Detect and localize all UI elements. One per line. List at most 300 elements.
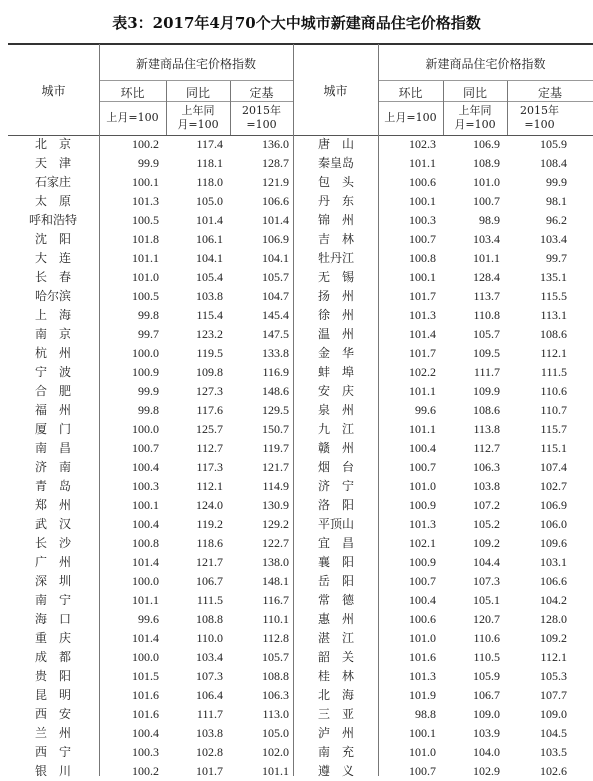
city-name-right: 洛 阳 <box>317 498 354 512</box>
mom-value-right: 100.1 <box>409 194 436 208</box>
header-yoy-sub-1: 上年同 <box>181 104 215 117</box>
base-value-left: 119.7 <box>262 441 289 455</box>
yoy-value-left: 101.7 <box>196 764 223 778</box>
mom-value-left: 101.1 <box>132 593 159 607</box>
city-name-right: 泸 州 <box>317 726 354 740</box>
mom-value-right: 101.3 <box>409 669 436 683</box>
table-row <box>0 705 593 724</box>
mom-value-right: 100.7 <box>409 232 436 246</box>
city-name-right: 泉 州 <box>317 403 354 417</box>
mom-value-left: 101.3 <box>132 194 159 208</box>
base-value-right: 96.2 <box>546 213 567 227</box>
city-name-right: 赣 州 <box>317 441 354 455</box>
header-mom: 环比 <box>120 86 145 100</box>
mom-value-right: 101.0 <box>409 745 436 759</box>
base-value-left: 106.9 <box>262 232 289 246</box>
city-name-right: 唐 山 <box>317 137 354 151</box>
base-value-left: 105.7 <box>262 650 289 664</box>
city-name-left: 南 昌 <box>34 441 71 455</box>
yoy-value-left: 103.8 <box>196 726 223 740</box>
base-value-right: 108.6 <box>540 327 567 341</box>
city-name-right: 襄 阳 <box>317 555 354 569</box>
mom-value-left: 100.4 <box>132 460 159 474</box>
city-name-left: 济 南 <box>34 460 71 474</box>
mom-value-left: 100.4 <box>132 517 159 531</box>
yoy-value-right: 120.7 <box>473 612 500 626</box>
base-value-right: 109.2 <box>540 631 567 645</box>
city-name-left: 西 安 <box>34 707 71 721</box>
base-value-left: 148.6 <box>262 384 289 398</box>
base-value-left: 145.4 <box>262 308 289 322</box>
table-row <box>0 192 593 211</box>
mom-value-right: 101.9 <box>409 688 436 702</box>
city-name-right: 包 头 <box>317 175 354 189</box>
city-name-left: 南 宁 <box>34 593 71 607</box>
mom-value-left: 99.9 <box>138 384 159 398</box>
base-value-right: 106.0 <box>540 517 567 531</box>
city-name-left: 宁 波 <box>34 365 71 379</box>
city-name-left: 郑 州 <box>34 498 71 512</box>
header-city: 城市 <box>41 84 66 98</box>
table-row <box>0 154 593 173</box>
mom-value-right: 101.1 <box>409 156 436 170</box>
yoy-value-left: 127.3 <box>196 384 223 398</box>
mom-value-right: 101.1 <box>409 422 436 436</box>
table-row <box>0 724 593 743</box>
base-value-right: 115.7 <box>540 422 567 436</box>
city-name-right: 扬 州 <box>317 289 354 303</box>
city-name-left: 太 原 <box>34 194 71 208</box>
city-name-left: 大 连 <box>34 251 71 265</box>
yoy-value-right: 111.7 <box>473 365 500 379</box>
base-value-left: 150.7 <box>262 422 289 436</box>
header-yoy-sub-2: 月=100 <box>454 118 496 131</box>
city-name-right: 宜 昌 <box>317 536 354 550</box>
mom-value-right: 102.3 <box>409 137 436 151</box>
yoy-value-left: 117.3 <box>196 460 223 474</box>
mom-value-right: 102.1 <box>409 536 436 550</box>
base-value-right: 99.7 <box>546 251 567 265</box>
yoy-value-right: 102.9 <box>473 764 500 778</box>
header-mom-sub: 上月=100 <box>384 111 437 124</box>
header-divider-right-group <box>378 80 593 81</box>
city-name-right: 温 州 <box>317 327 354 341</box>
table-row <box>0 401 593 420</box>
yoy-value-left: 125.7 <box>196 422 223 436</box>
yoy-value-right: 107.3 <box>473 574 500 588</box>
header-base: 定基 <box>249 86 274 100</box>
yoy-value-left: 118.0 <box>196 175 223 189</box>
mom-value-left: 100.0 <box>132 346 159 360</box>
yoy-value-left: 123.2 <box>196 327 223 341</box>
header-divider-right-sub <box>378 101 593 102</box>
city-name-right: 秦皇岛 <box>317 156 354 170</box>
base-value-right: 112.1 <box>540 346 567 360</box>
city-name-left: 呼和浩特 <box>28 213 77 227</box>
table-top-rule <box>8 43 593 45</box>
mom-value-right: 101.7 <box>409 289 436 303</box>
base-value-left: 121.9 <box>262 175 289 189</box>
base-value-left: 128.7 <box>262 156 289 170</box>
base-value-right: 110.6 <box>540 384 567 398</box>
header-divider-left-group <box>99 80 293 81</box>
header-base-sub-1: 2015年 <box>520 104 559 117</box>
base-value-right: 108.4 <box>540 156 567 170</box>
city-name-left: 合 肥 <box>34 384 71 398</box>
header-base-sub-1: 2015年 <box>242 104 281 117</box>
base-value-left: 110.1 <box>262 612 289 626</box>
yoy-value-right: 106.9 <box>473 137 500 151</box>
city-name-right: 南 充 <box>317 745 354 759</box>
yoy-value-right: 98.9 <box>479 213 500 227</box>
header-mom-sub: 上月=100 <box>106 111 159 124</box>
city-name-left: 广 州 <box>34 555 71 569</box>
mom-value-left: 100.7 <box>132 441 159 455</box>
table-row <box>0 230 593 249</box>
yoy-value-left: 124.0 <box>196 498 223 512</box>
city-name-right: 常 德 <box>317 593 354 607</box>
mom-value-left: 100.4 <box>132 726 159 740</box>
yoy-value-left: 107.3 <box>196 669 223 683</box>
header-divider-left-sub <box>99 101 293 102</box>
city-name-left: 武 汉 <box>34 517 71 531</box>
city-name-left: 重 庆 <box>34 631 71 645</box>
table-row <box>0 534 593 553</box>
table-row <box>0 382 593 401</box>
table-row <box>0 173 593 192</box>
mom-value-left: 100.5 <box>132 289 159 303</box>
table-row <box>0 515 593 534</box>
base-value-left: 105.7 <box>262 270 289 284</box>
mom-value-left: 100.1 <box>132 498 159 512</box>
mom-value-right: 100.1 <box>409 270 436 284</box>
header-yoy: 同比 <box>462 86 487 100</box>
table-row <box>0 667 593 686</box>
city-name-right: 济 宁 <box>317 479 354 493</box>
base-value-left: 147.5 <box>262 327 289 341</box>
yoy-value-left: 117.4 <box>196 137 223 151</box>
table-row <box>0 686 593 705</box>
yoy-value-left: 111.7 <box>196 707 223 721</box>
city-name-right: 三 亚 <box>317 707 354 721</box>
mom-value-left: 99.8 <box>138 308 159 322</box>
base-value-right: 102.6 <box>540 764 567 778</box>
yoy-value-right: 106.3 <box>473 460 500 474</box>
city-name-left: 沈 阳 <box>34 232 71 246</box>
city-name-left: 海 口 <box>34 612 71 626</box>
city-name-right: 丹 东 <box>317 194 354 208</box>
yoy-value-left: 101.4 <box>196 213 223 227</box>
mom-value-left: 100.0 <box>132 650 159 664</box>
city-name-right: 牡丹江 <box>317 251 354 265</box>
table-row <box>0 268 593 287</box>
yoy-value-left: 115.4 <box>196 308 223 322</box>
table-row <box>0 287 593 306</box>
yoy-value-left: 117.6 <box>196 403 223 417</box>
mom-value-right: 101.1 <box>409 384 436 398</box>
base-value-right: 107.4 <box>540 460 567 474</box>
base-value-right: 105.9 <box>540 137 567 151</box>
mom-value-right: 100.9 <box>409 555 436 569</box>
mom-value-left: 100.3 <box>132 745 159 759</box>
header-yoy-sub-2: 月=100 <box>177 118 219 131</box>
table-row <box>0 135 593 154</box>
yoy-value-right: 100.7 <box>473 194 500 208</box>
table-row <box>0 439 593 458</box>
header-base-sub-2: =100 <box>246 118 277 131</box>
mom-value-right: 100.6 <box>409 612 436 626</box>
mom-value-left: 101.0 <box>132 270 159 284</box>
mom-value-left: 99.9 <box>138 156 159 170</box>
table-row <box>0 458 593 477</box>
base-value-right: 109.0 <box>540 707 567 721</box>
city-name-left: 贵 阳 <box>34 669 71 683</box>
yoy-value-right: 110.6 <box>473 631 500 645</box>
mom-value-left: 100.9 <box>132 365 159 379</box>
mom-value-right: 101.3 <box>409 517 436 531</box>
table-row <box>0 249 593 268</box>
mom-value-right: 100.4 <box>409 593 436 607</box>
base-value-left: 105.0 <box>262 726 289 740</box>
base-value-left: 129.2 <box>262 517 289 531</box>
city-name-right: 烟 台 <box>317 460 354 474</box>
yoy-value-right: 103.4 <box>473 232 500 246</box>
mom-value-right: 100.6 <box>409 175 436 189</box>
yoy-value-left: 118.6 <box>196 536 223 550</box>
yoy-value-right: 104.0 <box>473 745 500 759</box>
base-value-left: 113.0 <box>262 707 289 721</box>
base-value-right: 110.7 <box>540 403 567 417</box>
base-value-right: 104.5 <box>540 726 567 740</box>
yoy-value-right: 108.9 <box>473 156 500 170</box>
mom-value-left: 100.5 <box>132 213 159 227</box>
base-value-left: 104.7 <box>262 289 289 303</box>
yoy-value-left: 103.4 <box>196 650 223 664</box>
mom-value-right: 98.8 <box>415 707 436 721</box>
city-name-left: 杭 州 <box>34 346 71 360</box>
base-value-right: 128.0 <box>540 612 567 626</box>
yoy-value-left: 104.1 <box>196 251 223 265</box>
base-value-right: 135.1 <box>540 270 567 284</box>
base-value-left: 122.7 <box>262 536 289 550</box>
yoy-value-right: 109.9 <box>473 384 500 398</box>
header-yoy: 同比 <box>185 86 210 100</box>
table-row <box>0 648 593 667</box>
base-value-right: 103.4 <box>540 232 567 246</box>
yoy-value-right: 113.7 <box>473 289 500 303</box>
yoy-value-left: 118.1 <box>196 156 223 170</box>
yoy-value-right: 107.2 <box>473 498 500 512</box>
yoy-value-right: 128.4 <box>473 270 500 284</box>
mom-value-left: 101.4 <box>132 555 159 569</box>
city-name-left: 昆 明 <box>34 688 71 702</box>
base-value-right: 112.1 <box>540 650 567 664</box>
mom-value-left: 100.0 <box>132 422 159 436</box>
city-name-left: 哈尔滨 <box>34 289 71 303</box>
city-name-right: 无 锡 <box>317 270 354 284</box>
base-value-right: 115.5 <box>540 289 567 303</box>
table-row <box>0 743 593 762</box>
table-row <box>0 496 593 515</box>
mom-value-right: 100.3 <box>409 213 436 227</box>
mom-value-right: 101.4 <box>409 327 436 341</box>
base-value-left: 133.8 <box>262 346 289 360</box>
yoy-value-right: 112.7 <box>473 441 500 455</box>
city-name-left: 南 京 <box>34 327 71 341</box>
yoy-value-right: 105.2 <box>473 517 500 531</box>
header-mom: 环比 <box>398 86 423 100</box>
base-value-left: 102.0 <box>262 745 289 759</box>
city-name-right: 遵 义 <box>317 764 354 778</box>
base-value-right: 115.1 <box>540 441 567 455</box>
table-row <box>0 306 593 325</box>
mom-value-left: 99.8 <box>138 403 159 417</box>
city-name-left: 上 海 <box>34 308 71 322</box>
base-value-left: 136.0 <box>262 137 289 151</box>
city-name-left: 长 春 <box>34 270 71 284</box>
city-name-left: 深 圳 <box>34 574 71 588</box>
yoy-value-left: 109.8 <box>196 365 223 379</box>
mom-value-left: 101.8 <box>132 232 159 246</box>
base-value-right: 104.2 <box>540 593 567 607</box>
city-name-left: 厦 门 <box>34 422 71 436</box>
city-name-left: 西 宁 <box>34 745 71 759</box>
mom-value-right: 99.6 <box>415 403 436 417</box>
table-row <box>0 591 593 610</box>
mom-value-left: 100.8 <box>132 536 159 550</box>
yoy-value-right: 110.5 <box>473 650 500 664</box>
table-row <box>0 629 593 648</box>
mom-value-right: 100.8 <box>409 251 436 265</box>
mom-value-right: 102.2 <box>409 365 436 379</box>
base-value-right: 103.1 <box>540 555 567 569</box>
table-title: 表3：2017年4月70个大中城市新建商品住宅价格指数 <box>112 14 481 32</box>
yoy-value-left: 111.5 <box>196 593 223 607</box>
mom-value-left: 101.6 <box>132 688 159 702</box>
mom-value-left: 99.7 <box>138 327 159 341</box>
city-name-left: 福 州 <box>34 403 71 417</box>
table-row <box>0 553 593 572</box>
base-value-right: 109.6 <box>540 536 567 550</box>
yoy-value-left: 105.0 <box>196 194 223 208</box>
yoy-value-right: 110.8 <box>473 308 500 322</box>
base-value-left: 108.8 <box>262 669 289 683</box>
header-base-sub-2: =100 <box>524 118 555 131</box>
base-value-left: 148.1 <box>262 574 289 588</box>
yoy-value-left: 105.4 <box>196 270 223 284</box>
base-value-left: 116.7 <box>262 593 289 607</box>
base-value-left: 130.9 <box>262 498 289 512</box>
base-value-right: 106.6 <box>540 574 567 588</box>
base-value-right: 105.3 <box>540 669 567 683</box>
city-name-left: 成 都 <box>34 650 71 664</box>
base-value-left: 121.7 <box>262 460 289 474</box>
base-value-left: 104.1 <box>262 251 289 265</box>
yoy-value-left: 102.8 <box>196 745 223 759</box>
yoy-value-right: 108.6 <box>473 403 500 417</box>
yoy-value-left: 106.4 <box>196 688 223 702</box>
city-name-right: 金 华 <box>317 346 354 360</box>
base-value-right: 113.1 <box>540 308 567 322</box>
mom-value-right: 100.7 <box>409 574 436 588</box>
yoy-value-left: 119.2 <box>196 517 223 531</box>
city-name-right: 锦 州 <box>317 213 354 227</box>
yoy-value-right: 101.0 <box>473 175 500 189</box>
city-name-right: 徐 州 <box>317 308 354 322</box>
header-index-group: 新建商品住宅价格指数 <box>135 57 256 71</box>
city-name-right: 安 庆 <box>317 384 354 398</box>
header-index-group: 新建商品住宅价格指数 <box>425 57 546 71</box>
mom-value-right: 101.0 <box>409 631 436 645</box>
base-value-right: 103.5 <box>540 745 567 759</box>
base-value-left: 114.9 <box>262 479 289 493</box>
table-row <box>0 363 593 382</box>
city-name-left: 长 沙 <box>34 536 71 550</box>
base-value-right: 111.5 <box>540 365 567 379</box>
mom-value-right: 101.3 <box>409 308 436 322</box>
yoy-value-right: 105.9 <box>473 669 500 683</box>
city-name-right: 韶 关 <box>317 650 354 664</box>
mom-value-right: 100.4 <box>409 441 436 455</box>
table-row <box>0 762 593 781</box>
yoy-value-left: 108.8 <box>196 612 223 626</box>
yoy-value-left: 106.1 <box>196 232 223 246</box>
base-value-left: 138.0 <box>262 555 289 569</box>
base-value-left: 106.3 <box>262 688 289 702</box>
base-value-right: 102.7 <box>540 479 567 493</box>
table-row <box>0 572 593 591</box>
yoy-value-left: 121.7 <box>196 555 223 569</box>
header-base: 定基 <box>537 86 562 100</box>
yoy-value-right: 109.0 <box>473 707 500 721</box>
table-row <box>0 211 593 230</box>
yoy-value-left: 106.7 <box>196 574 223 588</box>
yoy-value-right: 103.9 <box>473 726 500 740</box>
city-name-right: 桂 林 <box>317 669 354 683</box>
table-row <box>0 344 593 363</box>
mom-value-left: 101.4 <box>132 631 159 645</box>
yoy-value-right: 105.7 <box>473 327 500 341</box>
mom-value-left: 101.1 <box>132 251 159 265</box>
mom-value-right: 100.1 <box>409 726 436 740</box>
yoy-value-left: 110.0 <box>196 631 223 645</box>
header-city: 城市 <box>323 84 348 98</box>
mom-value-right: 100.7 <box>409 764 436 778</box>
base-value-left: 106.6 <box>262 194 289 208</box>
base-value-left: 101.4 <box>262 213 289 227</box>
yoy-value-right: 104.4 <box>473 555 500 569</box>
mom-value-right: 101.7 <box>409 346 436 360</box>
header-yoy-sub-1: 上年同 <box>458 104 492 117</box>
table-row <box>0 610 593 629</box>
city-name-left: 青 岛 <box>34 479 71 493</box>
base-value-left: 101.1 <box>262 764 289 778</box>
city-name-right: 湛 江 <box>317 631 354 645</box>
yoy-value-right: 101.1 <box>473 251 500 265</box>
yoy-value-right: 113.8 <box>473 422 500 436</box>
city-name-left: 天 津 <box>34 156 71 170</box>
yoy-value-right: 109.5 <box>473 346 500 360</box>
mom-value-left: 100.1 <box>132 175 159 189</box>
base-value-left: 116.9 <box>262 365 289 379</box>
mom-value-left: 100.0 <box>132 574 159 588</box>
base-value-left: 112.8 <box>262 631 289 645</box>
city-name-right: 平顶山 <box>317 517 354 531</box>
table-row <box>0 477 593 496</box>
table-row <box>0 325 593 344</box>
mom-value-left: 101.6 <box>132 707 159 721</box>
mom-value-right: 101.6 <box>409 650 436 664</box>
